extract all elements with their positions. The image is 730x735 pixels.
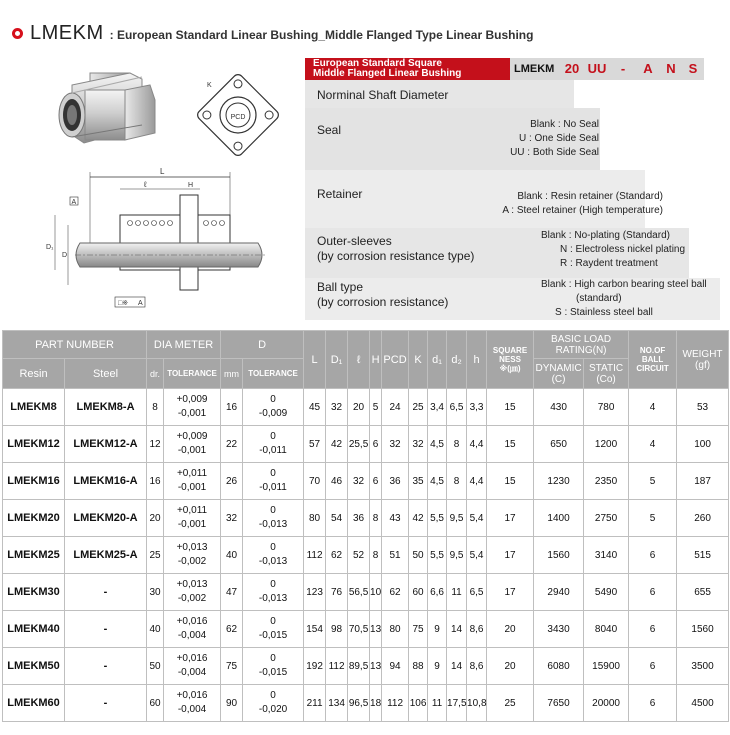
cell-squareness: 15	[487, 389, 534, 426]
cell-k: 60	[409, 574, 428, 611]
cell-d1-outer: 76	[326, 574, 348, 611]
cell-l-small: 20	[348, 389, 370, 426]
header-h: H	[370, 331, 382, 389]
code-row-options: Blank : No Seal U : One Side Seal UU : Both Side Seal	[510, 119, 599, 158]
code-row-label: Outer-sleeves (by corrosion resistance type)	[317, 234, 475, 263]
cell-d1-hole: 9	[428, 611, 447, 648]
cell-d1-hole: 4,5	[428, 426, 447, 463]
product-drawings	[30, 55, 305, 315]
square-label: □※	[118, 300, 129, 307]
cell-steel: LMEKM25-A	[65, 537, 147, 574]
code-row-options: Blank : No-plating (Standard) N : Electroless nickel plating R : Raydent treatment	[541, 230, 686, 269]
d1-label: D₁	[46, 244, 54, 251]
table-row	[3, 611, 729, 648]
l-label: L	[160, 167, 165, 176]
cell-dr-tolerance: +0,016 -0,004	[164, 611, 221, 648]
code-row-sleeve	[305, 228, 689, 278]
cell-weight: 655	[677, 574, 729, 611]
cell-resin: LMEKM60	[3, 685, 65, 722]
table-row	[3, 426, 729, 463]
cell-l: 123	[304, 574, 326, 611]
cell-l: 112	[304, 537, 326, 574]
cell-d1-outer: 46	[326, 463, 348, 500]
cell-l: 211	[304, 685, 326, 722]
cell-ball-circuit: 5	[629, 500, 677, 537]
cell-h-small: 5,4	[467, 537, 487, 574]
cell-squareness: 17	[487, 500, 534, 537]
header-ball-circuit: NO.OF BALL CIRCUIT	[629, 331, 677, 389]
cell-steel: LMEKM20-A	[65, 500, 147, 537]
cell-l-small: 96,5	[348, 685, 370, 722]
cell-resin: LMEKM8	[3, 389, 65, 426]
cell-l: 192	[304, 648, 326, 685]
code-header	[305, 58, 704, 80]
cell-steel: -	[65, 611, 147, 648]
cell-k: 25	[409, 389, 428, 426]
cell-d1-hole: 6,6	[428, 574, 447, 611]
code-slot-sleeve: N	[660, 58, 682, 80]
title-row	[12, 20, 533, 46]
cell-d1-outer: 112	[326, 648, 348, 685]
cell-d-tolerance: 0 -0,020	[243, 685, 304, 722]
cell-dr-tolerance: +0,016 -0,004	[164, 648, 221, 685]
cell-d2: 11	[447, 574, 467, 611]
cell-dr: 20	[147, 500, 164, 537]
header-static: STATIC (Co)	[584, 359, 629, 389]
cell-h: 5	[370, 389, 382, 426]
code-row-ball	[305, 278, 720, 320]
cell-h: 10	[370, 574, 382, 611]
cell-dynamic: 1400	[534, 500, 584, 537]
cell-h: 8	[370, 537, 382, 574]
header-part-number: PART NUMBER	[3, 331, 147, 359]
cell-h: 13	[370, 611, 382, 648]
cell-d1-outer: 62	[326, 537, 348, 574]
code-slot-dash: -	[610, 58, 636, 80]
cell-pcd: 80	[382, 611, 409, 648]
cell-weight: 515	[677, 537, 729, 574]
cell-h: 6	[370, 463, 382, 500]
cell-pcd: 62	[382, 574, 409, 611]
cell-d2: 8	[447, 463, 467, 500]
cell-l-small: 32	[348, 463, 370, 500]
cell-d2: 17,5	[447, 685, 467, 722]
cell-static: 1200	[584, 426, 629, 463]
header-dynamic: DYNAMIC (C)	[534, 359, 584, 389]
cell-weight: 53	[677, 389, 729, 426]
header-steel: Steel	[65, 359, 147, 389]
cell-d: 22	[221, 426, 243, 463]
cell-dr: 25	[147, 537, 164, 574]
cell-d1-outer: 54	[326, 500, 348, 537]
d-label: D	[62, 252, 68, 259]
cell-d: 32	[221, 500, 243, 537]
cell-d1-hole: 9	[428, 648, 447, 685]
cell-d-tolerance: 0 -0,011	[243, 463, 304, 500]
cell-static: 15900	[584, 648, 629, 685]
cell-steel: -	[65, 648, 147, 685]
cell-ball-circuit: 4	[629, 426, 677, 463]
cell-dr-tolerance: +0,013 -0,002	[164, 574, 221, 611]
cell-k: 88	[409, 648, 428, 685]
cell-squareness: 17	[487, 574, 534, 611]
a2-label: A	[138, 300, 143, 307]
page-subtitle: : European Standard Linear Bushing_Middle Flanged Type Linear Bushing	[109, 28, 534, 42]
table-row	[3, 463, 729, 500]
cell-dr: 40	[147, 611, 164, 648]
cell-dynamic: 650	[534, 426, 584, 463]
cell-k: 75	[409, 611, 428, 648]
cell-l-small: 52	[348, 537, 370, 574]
cell-dr: 30	[147, 574, 164, 611]
cell-squareness: 17	[487, 537, 534, 574]
cell-resin: LMEKM12	[3, 426, 65, 463]
cell-d-tolerance: 0 -0,013	[243, 500, 304, 537]
table-header-row	[3, 331, 729, 359]
pcd-label: PCD	[230, 114, 246, 121]
cell-dr: 50	[147, 648, 164, 685]
cell-dr-tolerance: +0,011 -0,001	[164, 463, 221, 500]
code-row-label: Ball type (by corrosion resistance)	[317, 280, 449, 309]
cell-static: 2350	[584, 463, 629, 500]
cell-d1-outer: 134	[326, 685, 348, 722]
cell-static: 8040	[584, 611, 629, 648]
cell-weight: 3500	[677, 648, 729, 685]
cell-k: 106	[409, 685, 428, 722]
cell-k: 42	[409, 500, 428, 537]
cell-dr: 12	[147, 426, 164, 463]
cell-weight: 187	[677, 463, 729, 500]
cell-steel: LMEKM8-A	[65, 389, 147, 426]
cell-dr: 8	[147, 389, 164, 426]
cell-dynamic: 3430	[534, 611, 584, 648]
cell-k: 32	[409, 426, 428, 463]
cell-k: 35	[409, 463, 428, 500]
cell-l: 80	[304, 500, 326, 537]
code-slot-ball: S	[682, 58, 704, 80]
cell-dr: 16	[147, 463, 164, 500]
header-mm: mm	[221, 359, 243, 389]
code-slot-seal: UU	[584, 58, 610, 80]
cell-dr: 60	[147, 685, 164, 722]
table-row	[3, 648, 729, 685]
cell-resin: LMEKM16	[3, 463, 65, 500]
cell-l-small: 25,5	[348, 426, 370, 463]
cell-squareness: 15	[487, 426, 534, 463]
header-pcd: PCD	[382, 331, 409, 389]
table-row	[3, 537, 729, 574]
spec-table-body	[3, 389, 729, 722]
cell-d2: 9,5	[447, 537, 467, 574]
header-k: K	[409, 331, 428, 389]
cell-weight: 4500	[677, 685, 729, 722]
cell-d: 62	[221, 611, 243, 648]
cell-resin: LMEKM40	[3, 611, 65, 648]
cell-dynamic: 2940	[534, 574, 584, 611]
cell-h-small: 5,4	[467, 500, 487, 537]
cell-squareness: 20	[487, 611, 534, 648]
cell-d-tolerance: 0 -0,015	[243, 648, 304, 685]
cell-d-tolerance: 0 -0,011	[243, 426, 304, 463]
cell-resin: LMEKM25	[3, 537, 65, 574]
cell-d: 40	[221, 537, 243, 574]
cell-dynamic: 430	[534, 389, 584, 426]
cell-h: 13	[370, 648, 382, 685]
table-row	[3, 389, 729, 426]
cell-d1-outer: 98	[326, 611, 348, 648]
cell-h-small: 8,6	[467, 648, 487, 685]
cell-static: 20000	[584, 685, 629, 722]
side-section-drawing	[46, 167, 265, 307]
cell-h: 8	[370, 500, 382, 537]
code-row-label: Retainer	[317, 187, 363, 201]
spec-table	[2, 330, 729, 722]
cell-dr-tolerance: +0,009 -0,001	[164, 389, 221, 426]
code-row-options: Blank : High carbon bearing steel ball (standard) S : Stainless steel ball	[541, 279, 707, 318]
cell-static: 2750	[584, 500, 629, 537]
cell-d-tolerance: 0 -0,015	[243, 611, 304, 648]
cell-d2: 6,5	[447, 389, 467, 426]
cell-squareness: 25	[487, 685, 534, 722]
cell-d: 16	[221, 389, 243, 426]
cell-steel: LMEKM16-A	[65, 463, 147, 500]
cell-d1-hole: 3,4	[428, 389, 447, 426]
cell-ball-circuit: 6	[629, 537, 677, 574]
header-d1-hole: d₁	[428, 331, 447, 389]
table-row	[3, 574, 729, 611]
header-l: L	[304, 331, 326, 389]
cell-weight: 260	[677, 500, 729, 537]
cell-d-tolerance: 0 -0,009	[243, 389, 304, 426]
drawings-svg	[30, 55, 305, 315]
h-label: H	[188, 182, 194, 189]
header-l-small: ℓ	[348, 331, 370, 389]
cell-h: 6	[370, 426, 382, 463]
cell-h-small: 8,6	[467, 611, 487, 648]
cell-pcd: 112	[382, 685, 409, 722]
table-row	[3, 500, 729, 537]
cell-dr-tolerance: +0,016 -0,004	[164, 685, 221, 722]
header-d1-outer: D₁	[326, 331, 348, 389]
cell-l-small: 70,5	[348, 611, 370, 648]
header-squareness: SQUARE NESS ※(㎛)	[487, 331, 534, 389]
cell-d1-hole: 11	[428, 685, 447, 722]
cell-ball-circuit: 6	[629, 685, 677, 722]
code-model: LMEKM	[510, 58, 560, 80]
cell-steel: LMEKM12-A	[65, 426, 147, 463]
cell-pcd: 94	[382, 648, 409, 685]
code-row-seal	[305, 108, 600, 170]
cell-l-small: 56,5	[348, 574, 370, 611]
page-title: LMEKM	[30, 21, 104, 44]
header-weight: WEIGHT (gf)	[677, 331, 729, 389]
cell-d1-outer: 42	[326, 426, 348, 463]
cell-dynamic: 1230	[534, 463, 584, 500]
cell-static: 5490	[584, 574, 629, 611]
cell-h-small: 3,3	[467, 389, 487, 426]
cell-d2: 14	[447, 648, 467, 685]
cell-h-small: 4,4	[467, 426, 487, 463]
cell-steel: -	[65, 574, 147, 611]
header-h-small: h	[467, 331, 487, 389]
cell-d: 26	[221, 463, 243, 500]
cell-pcd: 43	[382, 500, 409, 537]
l-small-label: ℓ	[144, 180, 147, 189]
k-label: K	[207, 82, 212, 89]
cell-steel: -	[65, 685, 147, 722]
cell-resin: LMEKM30	[3, 574, 65, 611]
header-d: D	[221, 331, 304, 359]
cell-dynamic: 1560	[534, 537, 584, 574]
cell-l: 57	[304, 426, 326, 463]
cell-l-small: 36	[348, 500, 370, 537]
code-slot-size: 20	[560, 58, 584, 80]
cell-d2: 9,5	[447, 500, 467, 537]
code-row-options: Blank : Resin retainer (Standard) A : Steel retainer (High temperature)	[502, 191, 663, 216]
cell-d-tolerance: 0 -0,013	[243, 537, 304, 574]
cell-d: 75	[221, 648, 243, 685]
header-dr: dr.	[147, 359, 164, 389]
code-designation-panel	[305, 58, 720, 320]
cell-ball-circuit: 6	[629, 574, 677, 611]
cell-l: 154	[304, 611, 326, 648]
cell-dr-tolerance: +0,011 -0,001	[164, 500, 221, 537]
cell-squareness: 20	[487, 648, 534, 685]
cell-l-small: 89,5	[348, 648, 370, 685]
code-series-name: European Standard Square Middle Flanged Linear Bushing	[305, 58, 510, 80]
cell-weight: 1560	[677, 611, 729, 648]
cell-pcd: 32	[382, 426, 409, 463]
code-row-retainer	[305, 170, 663, 228]
cell-h-small: 6,5	[467, 574, 487, 611]
a-label: A	[71, 199, 77, 206]
cell-k: 50	[409, 537, 428, 574]
cell-dynamic: 7650	[534, 685, 584, 722]
cell-ball-circuit: 4	[629, 389, 677, 426]
cell-resin: LMEKM50	[3, 648, 65, 685]
cell-d1-hole: 5,5	[428, 537, 447, 574]
cell-d1-outer: 32	[326, 389, 348, 426]
cell-d-tolerance: 0 -0,013	[243, 574, 304, 611]
cell-static: 780	[584, 389, 629, 426]
code-row-label: Seal	[317, 123, 342, 137]
product-photo	[59, 73, 155, 143]
header-resin: Resin	[3, 359, 65, 389]
cell-d1-hole: 5,5	[428, 500, 447, 537]
cell-dr-tolerance: +0,013 -0,002	[164, 537, 221, 574]
table-row	[3, 685, 729, 722]
cell-dr-tolerance: +0,009 -0,001	[164, 426, 221, 463]
cell-d1-hole: 4,5	[428, 463, 447, 500]
header-tolerance-dr: TOLERANCE	[164, 359, 221, 389]
cell-resin: LMEKM20	[3, 500, 65, 537]
cell-h-small: 4,4	[467, 463, 487, 500]
cell-pcd: 24	[382, 389, 409, 426]
cell-d: 90	[221, 685, 243, 722]
cell-d2: 8	[447, 426, 467, 463]
cell-l: 70	[304, 463, 326, 500]
cell-h: 18	[370, 685, 382, 722]
cell-pcd: 36	[382, 463, 409, 500]
cell-d: 47	[221, 574, 243, 611]
cell-ball-circuit: 6	[629, 611, 677, 648]
header-d2: d₂	[447, 331, 467, 389]
cell-ball-circuit: 6	[629, 648, 677, 685]
header-tolerance-d: TOLERANCE	[243, 359, 304, 389]
code-slot-retainer: A	[636, 58, 660, 80]
header-basic-load: BASIC LOAD RATING(N)	[534, 331, 629, 359]
cell-static: 3140	[584, 537, 629, 574]
cell-squareness: 15	[487, 463, 534, 500]
title-bullet-icon	[12, 28, 23, 39]
cell-pcd: 51	[382, 537, 409, 574]
code-row-label: Norminal Shaft Diameter	[317, 88, 449, 102]
cell-l: 45	[304, 389, 326, 426]
cell-ball-circuit: 5	[629, 463, 677, 500]
cell-d2: 14	[447, 611, 467, 648]
cell-dynamic: 6080	[534, 648, 584, 685]
header-dia-meter: DIA METER	[147, 331, 221, 359]
cell-weight: 100	[677, 426, 729, 463]
cell-h-small: 10,8	[467, 685, 487, 722]
